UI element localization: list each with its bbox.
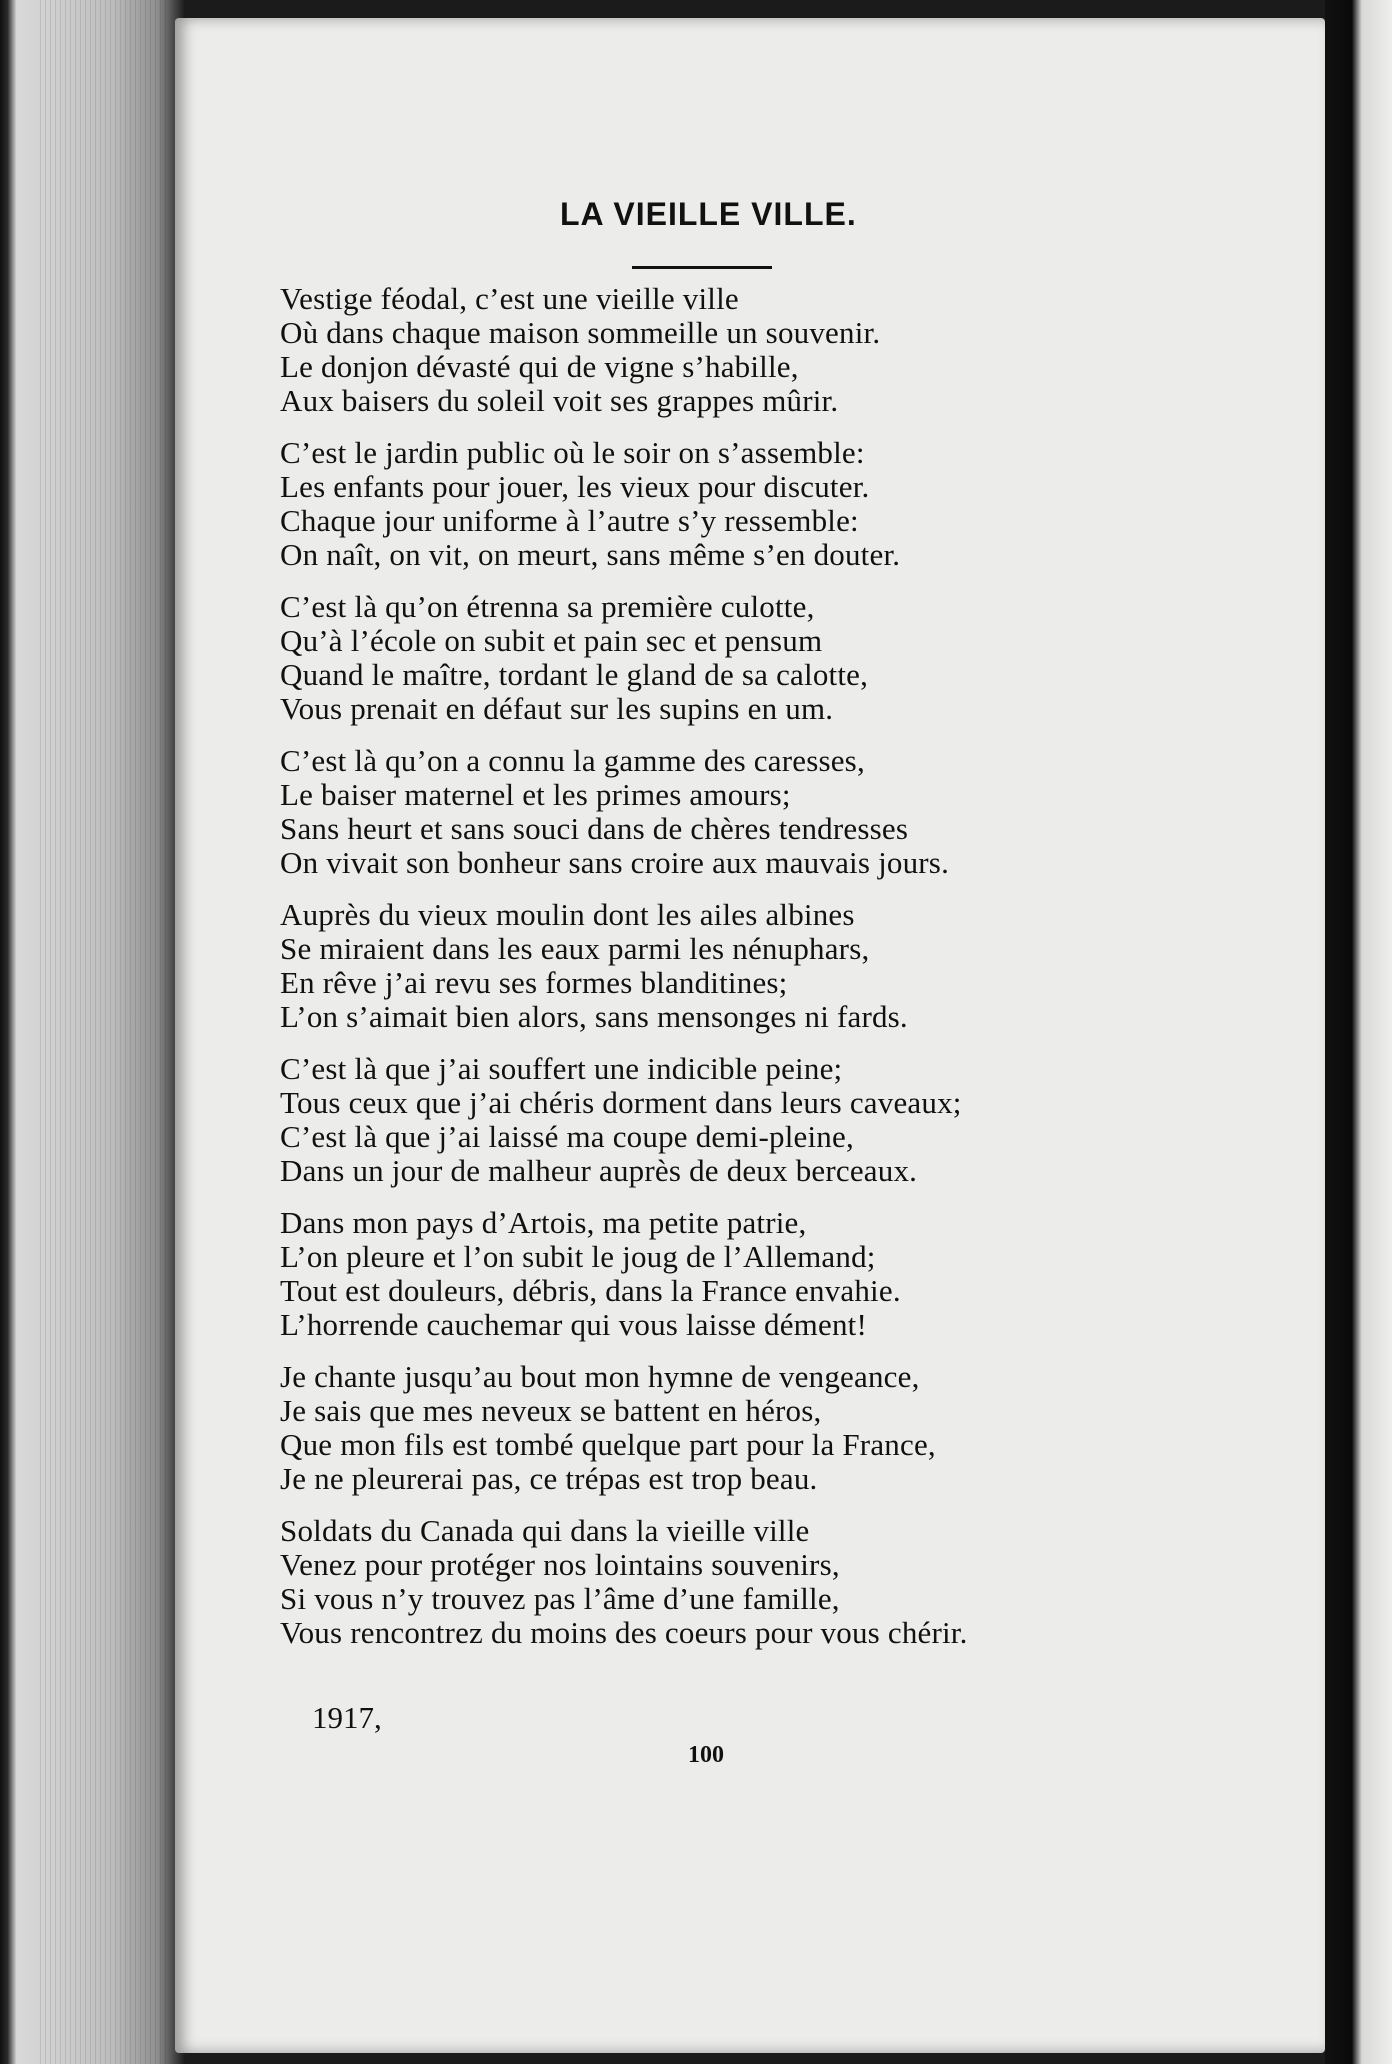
stanza <box>280 744 1180 880</box>
stanza <box>280 1514 1180 1650</box>
verse-line: En rêve j’ai revu ses formes blanditines; <box>280 965 788 1000</box>
verse-line: Qu’à l’école on subit et pain sec et pensum <box>280 623 823 658</box>
stanza <box>280 1360 1180 1496</box>
verse-line: C’est là que j’ai souffert une indicible peine; <box>280 1051 843 1086</box>
verse-line: Si vous n’y trouvez pas l’âme d’une famille, <box>280 1581 840 1616</box>
verse-line: Les enfants pour jouer, les vieux pour discuter. <box>280 469 870 504</box>
verse-line: Dans mon pays d’Artois, ma petite patrie, <box>280 1205 807 1240</box>
verse-line: C’est là qu’on étrenna sa première culotte, <box>280 589 815 624</box>
verse-line: Sans heurt et sans souci dans de chères tendresses <box>280 811 909 846</box>
stanza <box>280 1052 1180 1188</box>
verse-line: Je sais que mes neveux se battent en héros, <box>280 1393 822 1428</box>
verse-line: Je ne pleurerai pas, ce trépas est trop beau. <box>280 1461 818 1496</box>
verse-line: Le donjon dévasté qui de vigne s’habille, <box>280 349 799 384</box>
poem-body <box>280 282 1180 1668</box>
verse-line: Aux baisers du soleil voit ses grappes mûrir. <box>280 383 839 418</box>
verse-line: C’est le jardin public où le soir on s’assemble: <box>280 435 865 470</box>
stanza <box>280 898 1180 1034</box>
verse-line: L’horrende cauchemar qui vous laisse dément! <box>280 1307 867 1342</box>
facing-page-edge <box>1325 0 1392 2064</box>
verse-line: Tout est douleurs, débris, dans la France envahie. <box>280 1273 901 1308</box>
verse-line: Que mon fils est tombé quelque part pour la France, <box>280 1427 936 1462</box>
verse-line: Vestige féodal, c’est une vieille ville <box>280 281 739 316</box>
verse-line: Le baiser maternel et les primes amours; <box>280 777 791 812</box>
poem-date: 1917, <box>312 1700 382 1735</box>
stanza <box>280 436 1180 572</box>
verse-line: Soldats du Canada qui dans la vieille ville <box>280 1513 810 1548</box>
verse-line: Se miraient dans les eaux parmi les nénuphars, <box>280 931 870 966</box>
verse-line: Chaque jour uniforme à l’autre s’y ressemble: <box>280 503 859 538</box>
verse-line: Dans un jour de malheur auprès de deux berceaux. <box>280 1153 918 1188</box>
stanza <box>280 282 1180 418</box>
verse-line: Quand le maître, tordant le gland de sa calotte, <box>280 657 869 692</box>
stanza <box>280 1206 1180 1342</box>
verse-line: Vous rencontrez du moins des coeurs pour vous chérir. <box>280 1615 968 1650</box>
poem-title: LA VIEILLE VILLE. <box>560 196 857 232</box>
verse-line: Je chante jusqu’au bout mon hymne de vengeance, <box>280 1359 920 1394</box>
verse-line: Vous prenait en défaut sur les supins en um. <box>280 691 834 726</box>
verse-line: On naît, on vit, on meurt, sans même s’en douter. <box>280 537 901 572</box>
verse-line: C’est là qu’on a connu la gamme des caresses, <box>280 743 865 778</box>
verse-line: L’on s’aimait bien alors, sans mensonges ni fards. <box>280 999 908 1034</box>
verse-line: C’est là que j’ai laissé ma coupe demi-pleine, <box>280 1119 854 1154</box>
verse-line: Où dans chaque maison sommeille un souvenir. <box>280 315 881 350</box>
verse-line: On vivait son bonheur sans croire aux mauvais jours. <box>280 845 950 880</box>
page-number: 100 <box>688 1742 724 1768</box>
stanza <box>280 590 1180 726</box>
page-stack-edges <box>40 0 170 2064</box>
verse-line: Tous ceux que j’ai chéris dorment dans leurs caveaux; <box>280 1085 962 1120</box>
verse-line: Auprès du vieux moulin dont les ailes albines <box>280 897 855 932</box>
verse-line: Venez pour protéger nos lointains souvenirs, <box>280 1547 840 1582</box>
verse-line: L’on pleure et l’on subit le joug de l’Allemand; <box>280 1239 876 1274</box>
title-underline <box>632 266 772 269</box>
